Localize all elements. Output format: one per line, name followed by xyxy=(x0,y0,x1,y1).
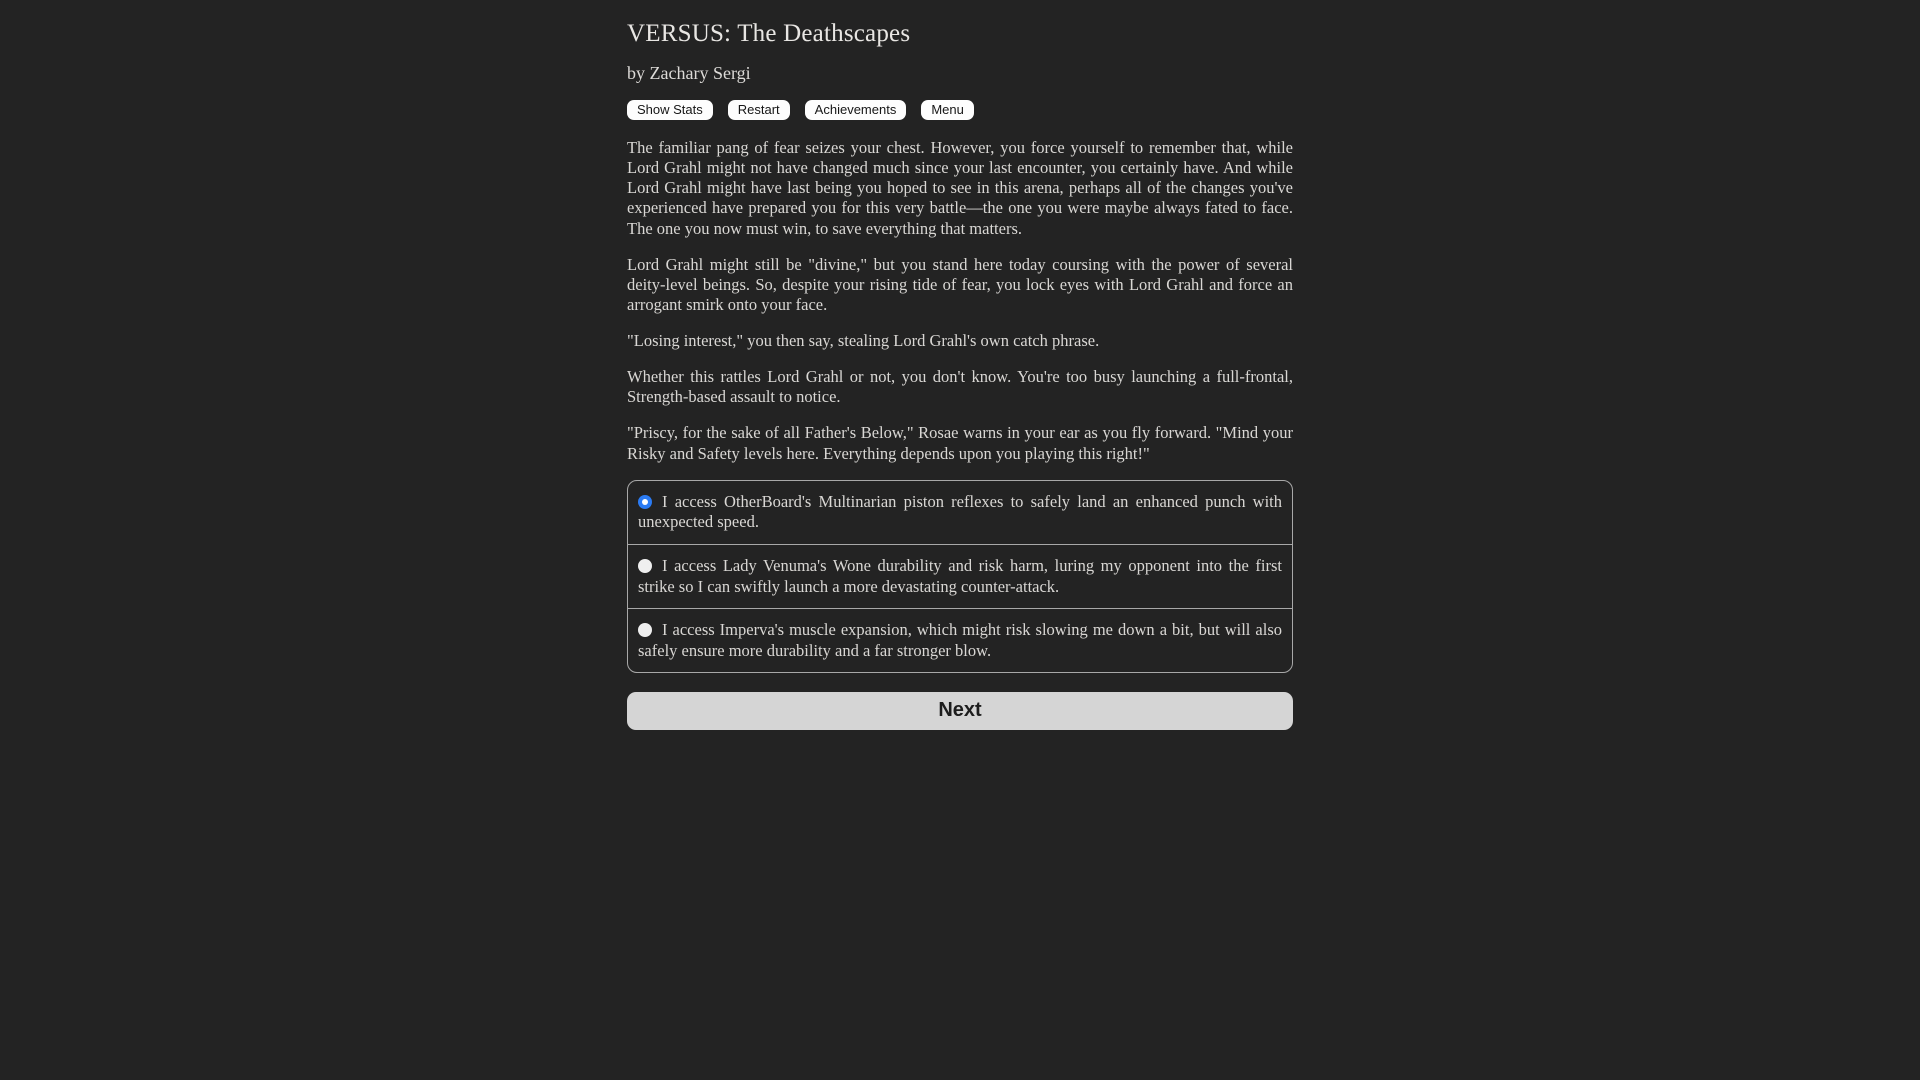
story-paragraph: Lord Grahl might still be "divine," but you stand here today coursing with the power of several deity-level beings. So, despite your rising tide of fear, you lock eyes with Lord Grahl and force an arrogant smirk onto your face. xyxy=(627,254,1293,314)
restart-button[interactable]: Restart xyxy=(728,100,790,120)
toolbar xyxy=(627,100,1293,120)
choice-option-3[interactable] xyxy=(628,608,1292,672)
show-stats-button[interactable]: Show Stats xyxy=(627,100,713,120)
achievements-button[interactable]: Achievements xyxy=(805,100,907,120)
menu-button[interactable]: Menu xyxy=(921,100,974,120)
choice-option-label: I access OtherBoard's Multinarian piston reflexes to safely land an enhanced punch with unexpected speed. xyxy=(638,491,1282,532)
radio-selected-icon[interactable] xyxy=(638,495,652,509)
choice-option-label: I access Lady Venuma's Wone durability and risk harm, luring my opponent into the first strike so I can swiftly launch a more devastating counter-attack. xyxy=(638,555,1282,596)
story-text xyxy=(627,138,1293,464)
story-paragraph: "Priscy, for the sake of all Father's Below," Rosae warns in your ear as you fly forward. "Mind your Risky and Safety levels here. Everything depends upon you playing this right!" xyxy=(627,423,1293,463)
radio-unselected-icon[interactable] xyxy=(638,623,652,637)
game-title: VERSUS: The Deathscapes xyxy=(627,20,911,47)
story-column xyxy=(627,0,1293,730)
choice-option-1[interactable] xyxy=(628,481,1292,544)
byline: by Zachary Sergi xyxy=(627,63,751,83)
choice-list xyxy=(627,480,1293,674)
next-button[interactable]: Next xyxy=(627,692,1293,730)
choice-option-2[interactable] xyxy=(628,544,1292,608)
story-paragraph: Whether this rattles Lord Grahl or not, you don't know. You're too busy launching a full-frontal, Strength-based assault to notice. xyxy=(627,367,1293,407)
choice-option-label: I access Imperva's muscle expansion, which might risk slowing me down a bit, but will also safely ensure more durability and a far stronger blow. xyxy=(638,620,1282,660)
radio-unselected-icon[interactable] xyxy=(638,559,652,573)
story-paragraph: The familiar pang of fear seizes your chest. However, you force yourself to remember that, while Lord Grahl might not have changed much since your last encounter, you certainly have. And while Lord Grahl might have last being you hoped to see in this arena, perhaps all of the changes you've experienced have prepared you for this very battle—the one you were maybe always fated to face. The one you now must win, to save everything that matters. xyxy=(627,138,1293,238)
story-paragraph: "Losing interest," you then say, stealing Lord Grahl's own catch phrase. xyxy=(627,331,1100,350)
